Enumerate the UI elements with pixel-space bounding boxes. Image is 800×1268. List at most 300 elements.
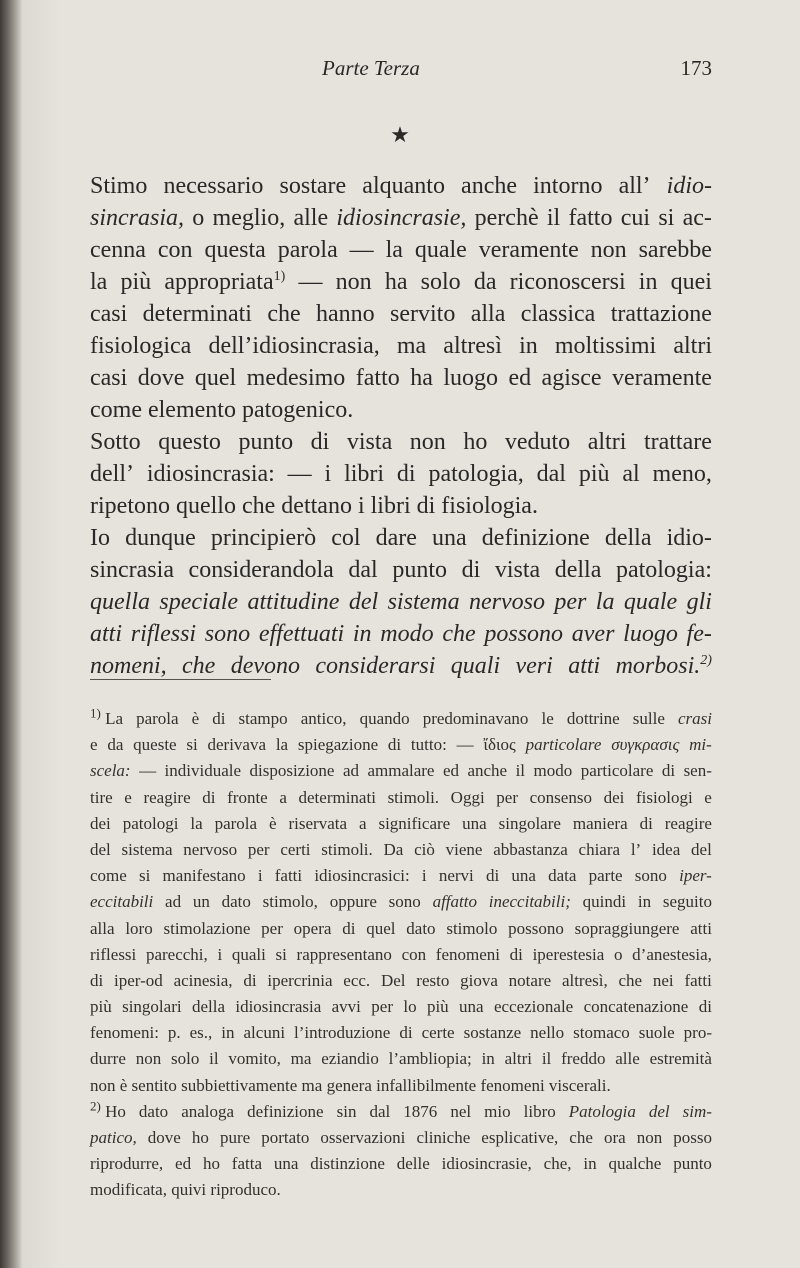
word: considerarsi: [315, 653, 436, 679]
footnote-number: 1): [90, 705, 101, 721]
word: elemento: [147, 397, 236, 423]
word: gli: [686, 589, 712, 615]
word: cui: [620, 205, 651, 231]
word: altresì,: [561, 970, 608, 990]
word: seguito: [662, 892, 712, 912]
word: fronte: [227, 787, 268, 807]
text-line: [90, 362, 712, 394]
word: perchè: [474, 205, 539, 231]
word: sistema: [387, 589, 460, 615]
word: eziandio: [321, 1049, 379, 1069]
word: altri: [504, 1049, 532, 1069]
word: quei: [670, 269, 712, 295]
word: necessario: [163, 173, 264, 199]
word: punto: [392, 557, 447, 583]
word: quali: [450, 653, 501, 679]
word: Stimo: [90, 173, 148, 199]
word: all’: [618, 173, 651, 199]
word: solo: [171, 1049, 200, 1069]
word: ad: [342, 761, 359, 781]
word: le: [541, 709, 554, 728]
word: qualche: [608, 1154, 662, 1174]
word: definizione: [247, 1101, 324, 1121]
word: idiosincrasia: [235, 997, 322, 1017]
word: ecc.: [343, 970, 371, 990]
text-line: [90, 234, 712, 266]
word: ma: [396, 333, 427, 359]
word: patologi: [122, 813, 179, 833]
word: nervoso: [183, 839, 238, 859]
section-star-ornament: ★: [390, 123, 410, 148]
word: iperestesia: [532, 944, 605, 964]
word: ha: [410, 365, 433, 391]
footnote-line: [90, 863, 712, 889]
word: patogenico.: [241, 397, 354, 423]
word: appropriata$^{1)}$: [164, 269, 286, 295]
text-line: [90, 394, 712, 426]
word: possono: [484, 621, 564, 647]
word: speciale: [159, 589, 239, 615]
word: la: [385, 237, 403, 263]
word: freddo: [561, 1049, 606, 1069]
word: veri: [515, 653, 553, 679]
word: συγκρασις: [611, 735, 680, 755]
word: reagire: [664, 813, 712, 833]
word: consenso: [529, 787, 592, 807]
word: l’ambliopia;: [388, 1049, 472, 1069]
word: più: [90, 997, 112, 1017]
word: che: [618, 970, 643, 990]
word: certe: [421, 1023, 455, 1043]
word: idea: [651, 839, 681, 859]
word: di: [342, 918, 356, 938]
word: scela:: [90, 761, 131, 781]
word: e: [704, 787, 712, 807]
word: intorno: [533, 173, 603, 199]
word: posso: [673, 1128, 712, 1147]
word: moltissimi: [554, 333, 657, 359]
word: di: [399, 1023, 413, 1043]
word: agisce: [541, 365, 602, 391]
word: libro: [523, 1101, 556, 1121]
word: estremità: [649, 1049, 712, 1069]
word: queste: [133, 735, 177, 755]
word: ac-: [682, 205, 712, 231]
word: per: [496, 787, 519, 807]
footnote-line: [90, 1177, 712, 1203]
word: riconoscersi: [509, 269, 626, 295]
word: certi: [280, 839, 311, 859]
word: di: [509, 944, 523, 964]
word: veduto: [504, 429, 571, 455]
word: di: [416, 493, 436, 519]
word: della: [554, 557, 602, 583]
word: sistema: [121, 839, 173, 859]
word: lo: [403, 997, 417, 1017]
word: una: [432, 525, 467, 551]
word: riflessi: [130, 621, 197, 647]
footnote-marker: 1): [273, 269, 286, 284]
word: dato: [138, 1101, 169, 1121]
word: nei: [652, 970, 674, 990]
word: idio-: [666, 525, 712, 551]
footnote-line: [90, 758, 712, 784]
word: il: [546, 205, 561, 231]
page-header: [90, 56, 712, 86]
footnote-divider: [90, 679, 271, 680]
word: portato: [261, 1128, 310, 1147]
word: per: [247, 839, 270, 859]
word: di: [202, 787, 216, 807]
word: stimolazione: [163, 918, 251, 938]
word: in: [221, 1023, 235, 1043]
footnote-lead: [90, 706, 123, 732]
word: spiegazione: [297, 735, 379, 755]
word: del: [90, 839, 111, 859]
word: una: [462, 813, 487, 833]
word: considerandola: [188, 557, 334, 583]
word: fisiologi: [636, 787, 693, 807]
word: hanno: [316, 301, 375, 327]
word: di: [387, 735, 402, 755]
word: es.,: [189, 1023, 213, 1043]
word: sono: [204, 621, 251, 647]
word: Del: [380, 970, 406, 990]
text-line: [90, 266, 712, 298]
footnote-line: [90, 1151, 712, 1177]
word: parola: [214, 813, 258, 833]
word: non: [409, 429, 446, 455]
book-spine-shadow: [0, 0, 22, 1268]
word: alle: [293, 205, 329, 231]
word: dei: [603, 787, 625, 807]
word: devono: [230, 653, 301, 679]
footnote-line: [90, 1099, 712, 1125]
footnote-line: [90, 1046, 712, 1072]
word: ha: [384, 269, 408, 295]
word: a: [358, 813, 367, 833]
word: abbastanza: [493, 839, 568, 859]
word: una: [459, 997, 484, 1017]
word: di: [90, 970, 104, 990]
word: cenna: [90, 237, 146, 263]
word: dei: [90, 813, 111, 833]
word: quivi: [171, 1180, 207, 1200]
word: non: [335, 269, 372, 295]
text-line: [90, 554, 712, 586]
word: quello: [175, 493, 236, 519]
word: ed: [442, 761, 459, 781]
word: quel: [194, 365, 237, 391]
word: una: [511, 866, 536, 886]
word: singolare: [498, 813, 561, 833]
word: oppure: [329, 892, 377, 912]
word: nervi: [438, 866, 474, 886]
word: della: [191, 997, 225, 1017]
footnote-line: [90, 1073, 712, 1099]
word: stimolo: [446, 918, 498, 938]
word: in: [481, 1049, 495, 1069]
word: viscerali.: [548, 1075, 611, 1095]
word: casi: [90, 365, 128, 391]
word: fenomeni: [480, 1075, 545, 1095]
word: altresì: [443, 333, 502, 359]
word: sarebbe: [638, 237, 712, 263]
word: altri: [673, 333, 712, 359]
word: stimoli.: [321, 839, 373, 859]
word: libri: [344, 461, 385, 487]
word: ad: [165, 892, 182, 912]
word: l’: [630, 839, 642, 859]
word: l’introduzione: [294, 1023, 391, 1043]
word: delle: [396, 1154, 430, 1174]
word: sin: [336, 1101, 357, 1121]
word: di: [212, 709, 226, 728]
word: si: [275, 944, 287, 964]
word: principierò: [210, 525, 317, 551]
footnote-lead: [90, 1099, 126, 1125]
word: —: [139, 761, 157, 781]
word: p.: [167, 1023, 181, 1043]
word: attitudine: [247, 589, 340, 615]
word: —: [349, 237, 374, 263]
word: manifestano: [162, 866, 246, 886]
word: e: [90, 735, 98, 755]
word: parte: [588, 866, 623, 886]
word: dato: [221, 892, 251, 912]
word: atti: [90, 621, 123, 647]
running-title: Parte Terza: [322, 56, 420, 80]
word: ora: [603, 1128, 626, 1147]
word: particolare: [580, 761, 654, 781]
text-line: [90, 490, 712, 522]
word: anche: [467, 761, 508, 781]
word: veramente: [478, 237, 579, 263]
word: dell’idiosincrasia,: [208, 333, 380, 359]
word: dunque: [125, 525, 196, 551]
word: loro: [125, 918, 153, 938]
word: fe-: [686, 621, 712, 647]
word: di: [243, 970, 257, 990]
footnote-marker: 2): [700, 653, 712, 668]
word: La: [105, 709, 124, 728]
word: —: [298, 269, 323, 295]
footnote-line: [90, 811, 712, 837]
word: idio-: [666, 173, 712, 199]
word: stimolo,: [262, 892, 318, 912]
word: con: [157, 237, 193, 263]
word: individuale: [164, 761, 242, 781]
word: derivava: [207, 735, 267, 755]
word: non: [590, 237, 627, 263]
text-line: [90, 426, 712, 458]
word: subbiettivamente: [181, 1075, 298, 1095]
word: da: [107, 735, 124, 755]
word: maniera: [572, 813, 628, 833]
word: di: [396, 461, 416, 487]
word: la: [595, 589, 615, 615]
word: possono: [508, 918, 564, 938]
word: in: [638, 269, 658, 295]
word: significare: [378, 813, 451, 833]
word: di: [310, 429, 330, 455]
word: dal: [369, 1101, 391, 1121]
word: di: [485, 866, 500, 886]
word: predominavano: [422, 709, 529, 728]
word: modificata,: [90, 1180, 167, 1200]
word: dottrine: [566, 709, 620, 728]
word: più: [578, 461, 610, 487]
word: fatto: [568, 205, 613, 231]
word: del: [648, 1101, 670, 1121]
word: reagire: [143, 787, 191, 807]
word: in: [583, 1154, 597, 1174]
word: più: [426, 997, 449, 1017]
word: più: [120, 269, 152, 295]
word: luogo: [443, 365, 498, 391]
text-line: [90, 586, 712, 618]
word: sulle: [632, 709, 665, 728]
word: stomaco: [573, 1023, 630, 1043]
word: un: [192, 892, 210, 912]
word: singolari: [122, 997, 182, 1017]
word: —: [287, 461, 312, 487]
word: dal: [348, 557, 378, 583]
word: patologia:: [615, 557, 712, 583]
word: alcuni: [243, 1023, 286, 1043]
word: vista: [494, 557, 541, 583]
word: ma: [301, 1075, 323, 1095]
word: non: [636, 1128, 663, 1147]
word: giova: [460, 970, 498, 990]
word: mio: [484, 1101, 511, 1121]
word: il: [515, 761, 526, 781]
word: trattare: [643, 429, 712, 455]
word: questo: [158, 429, 221, 455]
footnote-line: [90, 1020, 712, 1046]
word: idiosincrasici:: [314, 866, 410, 886]
word: altri: [587, 429, 627, 455]
word: sostare: [279, 173, 347, 199]
word: di: [698, 997, 712, 1017]
word: è: [191, 709, 200, 728]
word: nello: [530, 1023, 565, 1043]
word: eccezionale: [493, 997, 574, 1017]
word: nel: [450, 1101, 472, 1121]
word: del: [691, 839, 712, 859]
word: per: [261, 918, 283, 938]
word: Patologia: [568, 1101, 636, 1121]
word: a: [279, 787, 287, 807]
text-line: [90, 458, 712, 490]
word: che,: [543, 1154, 572, 1174]
word: solo: [420, 269, 461, 295]
footnote-line: [90, 732, 712, 758]
word: fisiologica: [90, 333, 192, 359]
word: trattazione: [610, 301, 712, 327]
word: atti: [690, 918, 712, 938]
word: ripetono: [90, 493, 170, 519]
word: non: [90, 1075, 116, 1095]
footnote-line: [90, 785, 712, 811]
word: nervoso: [469, 589, 545, 615]
word: meno,: [652, 461, 712, 487]
word: d’anestesia,: [632, 944, 712, 964]
word: come: [90, 397, 142, 423]
word: sono: [634, 866, 667, 886]
word: ἴδιος: [483, 735, 516, 755]
word: di: [461, 557, 481, 583]
footnote-number: 2): [90, 1098, 101, 1114]
word: avvi: [331, 997, 361, 1017]
word: quella: [90, 589, 150, 615]
word: suole: [638, 1023, 675, 1043]
word: riflessi: [90, 944, 137, 964]
word: per: [554, 589, 587, 615]
word: i: [324, 461, 332, 487]
word: luogo: [623, 621, 678, 647]
word: che: [267, 301, 301, 327]
main-text: [90, 170, 712, 682]
footnote-line: [90, 994, 712, 1020]
word: ho: [463, 429, 488, 455]
word: data: [548, 866, 577, 886]
word: sopraggiungere: [574, 918, 680, 938]
footnote-line: [90, 706, 712, 732]
word: opera: [293, 918, 332, 938]
word: si: [186, 735, 198, 755]
word: punto: [238, 429, 294, 455]
word: sono: [388, 892, 421, 912]
footnotes: [90, 706, 712, 1204]
footnote-line: [90, 837, 712, 863]
word: ineccitabili;: [488, 892, 571, 912]
word: questa: [204, 237, 266, 263]
word: dare: [375, 525, 417, 551]
word: stimoli.: [387, 787, 440, 807]
word: fatti: [274, 866, 303, 886]
word: 1876: [403, 1101, 438, 1121]
word: Ho: [105, 1101, 126, 1121]
word: riprodurre,: [90, 1154, 164, 1174]
word: stampo: [238, 709, 288, 728]
word: sim-: [682, 1101, 712, 1121]
word: eccitabili: [90, 892, 154, 912]
word: crasi: [677, 709, 712, 728]
word: patologia,: [428, 461, 524, 487]
word: si: [658, 205, 675, 231]
word: patico,: [90, 1128, 137, 1147]
word: i: [257, 866, 263, 886]
word: tutto:: [410, 735, 447, 755]
word: dove: [137, 365, 185, 391]
footnote-line: [90, 889, 712, 915]
word: fenomeni: [435, 944, 500, 964]
word: classica: [520, 301, 596, 327]
word: o: [613, 944, 623, 964]
word: ma: [290, 1049, 312, 1069]
word: idiosincrasia:: [146, 461, 275, 487]
word: i: [357, 493, 365, 519]
word: quando: [359, 709, 410, 728]
word: come: [90, 866, 127, 886]
word: riservata: [288, 813, 348, 833]
word: genera: [326, 1075, 372, 1095]
word: col: [331, 525, 361, 551]
word: del: [348, 589, 379, 615]
word: una: [273, 1154, 299, 1174]
word: infallibilmente: [376, 1075, 477, 1095]
